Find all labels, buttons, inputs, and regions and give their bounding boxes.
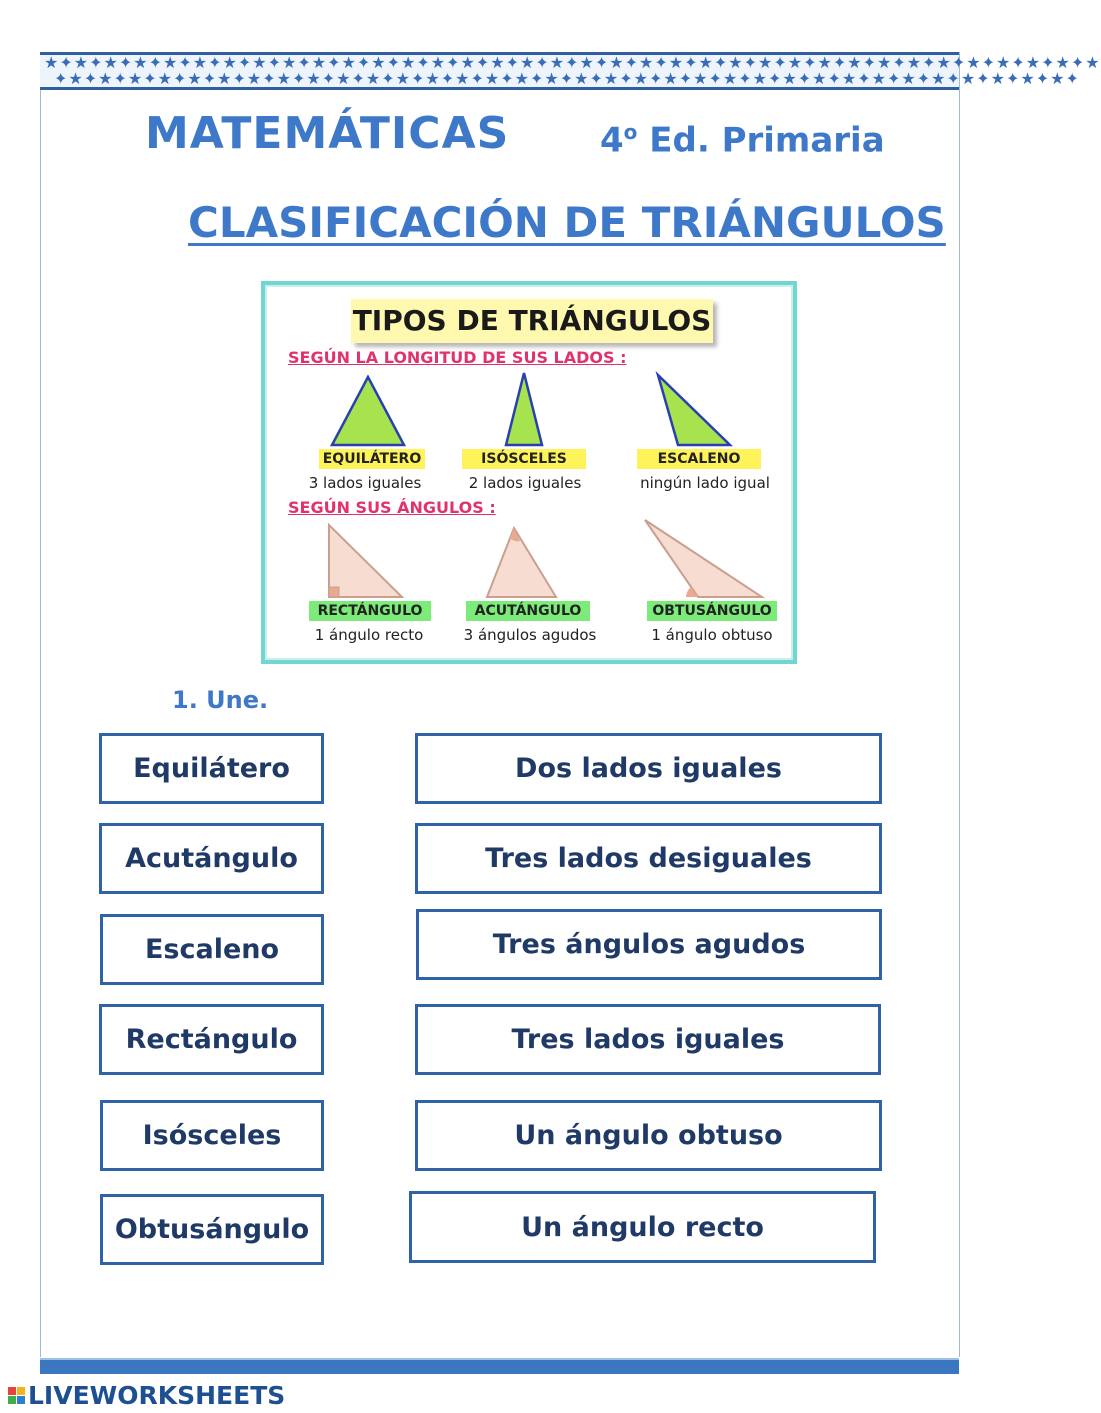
liveworksheets-logo-icon bbox=[8, 1387, 25, 1404]
match-right-tres-angulos-agudos[interactable]: Tres ángulos agudos bbox=[416, 909, 882, 980]
section-by-angles: SEGÚN SUS ÁNGULOS : bbox=[288, 498, 496, 517]
worksheet-title: CLASIFICACIÓN DE TRIÁNGULOS bbox=[188, 198, 946, 247]
scalene-triangle-icon bbox=[658, 375, 730, 445]
match-left-acutangulo[interactable]: Acutángulo bbox=[99, 823, 324, 894]
acute-triangle-icon bbox=[487, 528, 556, 597]
match-left-escaleno[interactable]: Escaleno bbox=[100, 914, 324, 985]
desc-rectangulo: 1 ángulo recto bbox=[314, 626, 424, 644]
badge-equilatero: EQUILÁTERO bbox=[319, 449, 425, 469]
badge-acutangulo: ACUTÁNGULO bbox=[466, 601, 590, 621]
right-triangle-icon bbox=[329, 525, 402, 597]
footer-bar bbox=[40, 1358, 959, 1374]
right-angle-mark-icon bbox=[329, 587, 339, 597]
desc-obtusangulo: 1 ángulo obtuso bbox=[651, 626, 773, 644]
brand-text: LIVEWORKSHEETS bbox=[28, 1380, 286, 1410]
desc-isosceles: 2 lados iguales bbox=[468, 474, 582, 492]
equilateral-triangle-icon bbox=[332, 377, 404, 445]
grade-label bbox=[600, 120, 885, 160]
liveworksheets-brand[interactable] bbox=[8, 1382, 285, 1408]
section-by-sides: SEGÚN LA LONGITUD DE SUS LADOS : bbox=[288, 348, 627, 367]
obtuse-triangle-icon bbox=[645, 520, 762, 597]
match-right-tres-lados-iguales[interactable]: Tres lados iguales bbox=[415, 1004, 881, 1075]
triangle-types-poster bbox=[261, 281, 797, 664]
match-left-obtusangulo[interactable]: Obtusángulo bbox=[100, 1194, 324, 1265]
match-right-un-angulo-recto[interactable]: Un ángulo recto bbox=[409, 1191, 876, 1263]
desc-escaleno: ningún lado igual bbox=[640, 474, 770, 492]
star-border-band bbox=[40, 52, 1101, 90]
logo-square-yellow bbox=[17, 1387, 25, 1395]
grade-number: 4 bbox=[600, 120, 624, 161]
desc-equilatero: 3 lados iguales bbox=[308, 474, 422, 492]
star-row-top: ★✦★✦★✦★✦★✦★✦★✦★✦★✦★✦★✦★✦★✦★✦★✦★✦★✦★✦★✦★✦★✦★✦★✦★✦★✦★✦★✦★✦★✦★✦★✦★✦★✦★✦★✦★ bbox=[44, 53, 1101, 72]
badge-obtusangulo: OBTUSÁNGULO bbox=[647, 601, 777, 621]
exercise-instruction: 1. Une. bbox=[172, 686, 269, 714]
isosceles-triangle-icon bbox=[506, 373, 542, 445]
badge-escaleno: ESCALENO bbox=[637, 449, 761, 469]
match-right-dos-lados-iguales[interactable]: Dos lados iguales bbox=[415, 733, 882, 804]
logo-square-red bbox=[8, 1387, 16, 1395]
poster-title: TIPOS DE TRIÁNGULOS bbox=[351, 299, 713, 343]
badge-rectangulo: RECTÁNGULO bbox=[309, 601, 431, 621]
match-left-rectangulo[interactable]: Rectángulo bbox=[99, 1004, 324, 1075]
logo-square-green bbox=[8, 1396, 16, 1404]
grade-ordinal: o bbox=[623, 120, 638, 144]
match-left-equilatero[interactable]: Equilátero bbox=[99, 733, 324, 804]
logo-square-blue bbox=[17, 1396, 25, 1404]
match-left-isosceles[interactable]: Isósceles bbox=[100, 1100, 324, 1171]
match-right-un-angulo-obtuso[interactable]: Un ángulo obtuso bbox=[415, 1100, 882, 1171]
match-right-tres-lados-desiguales[interactable]: Tres lados desiguales bbox=[415, 823, 882, 894]
star-row-bottom: ✦★✦★✦★✦★✦★✦★✦★✦★✦★✦★✦★✦★✦★✦★✦★✦★✦★✦★✦★✦★✦★✦★✦★✦★✦★✦★✦★✦★✦★✦★✦★✦★✦★✦★✦ bbox=[54, 69, 1080, 88]
subject-title: MATEMÁTICAS bbox=[145, 108, 510, 159]
badge-isosceles: ISÓSCELES bbox=[462, 449, 586, 469]
grade-text: Ed. Primaria bbox=[637, 120, 885, 161]
desc-acutangulo: 3 ángulos agudos bbox=[463, 626, 597, 644]
